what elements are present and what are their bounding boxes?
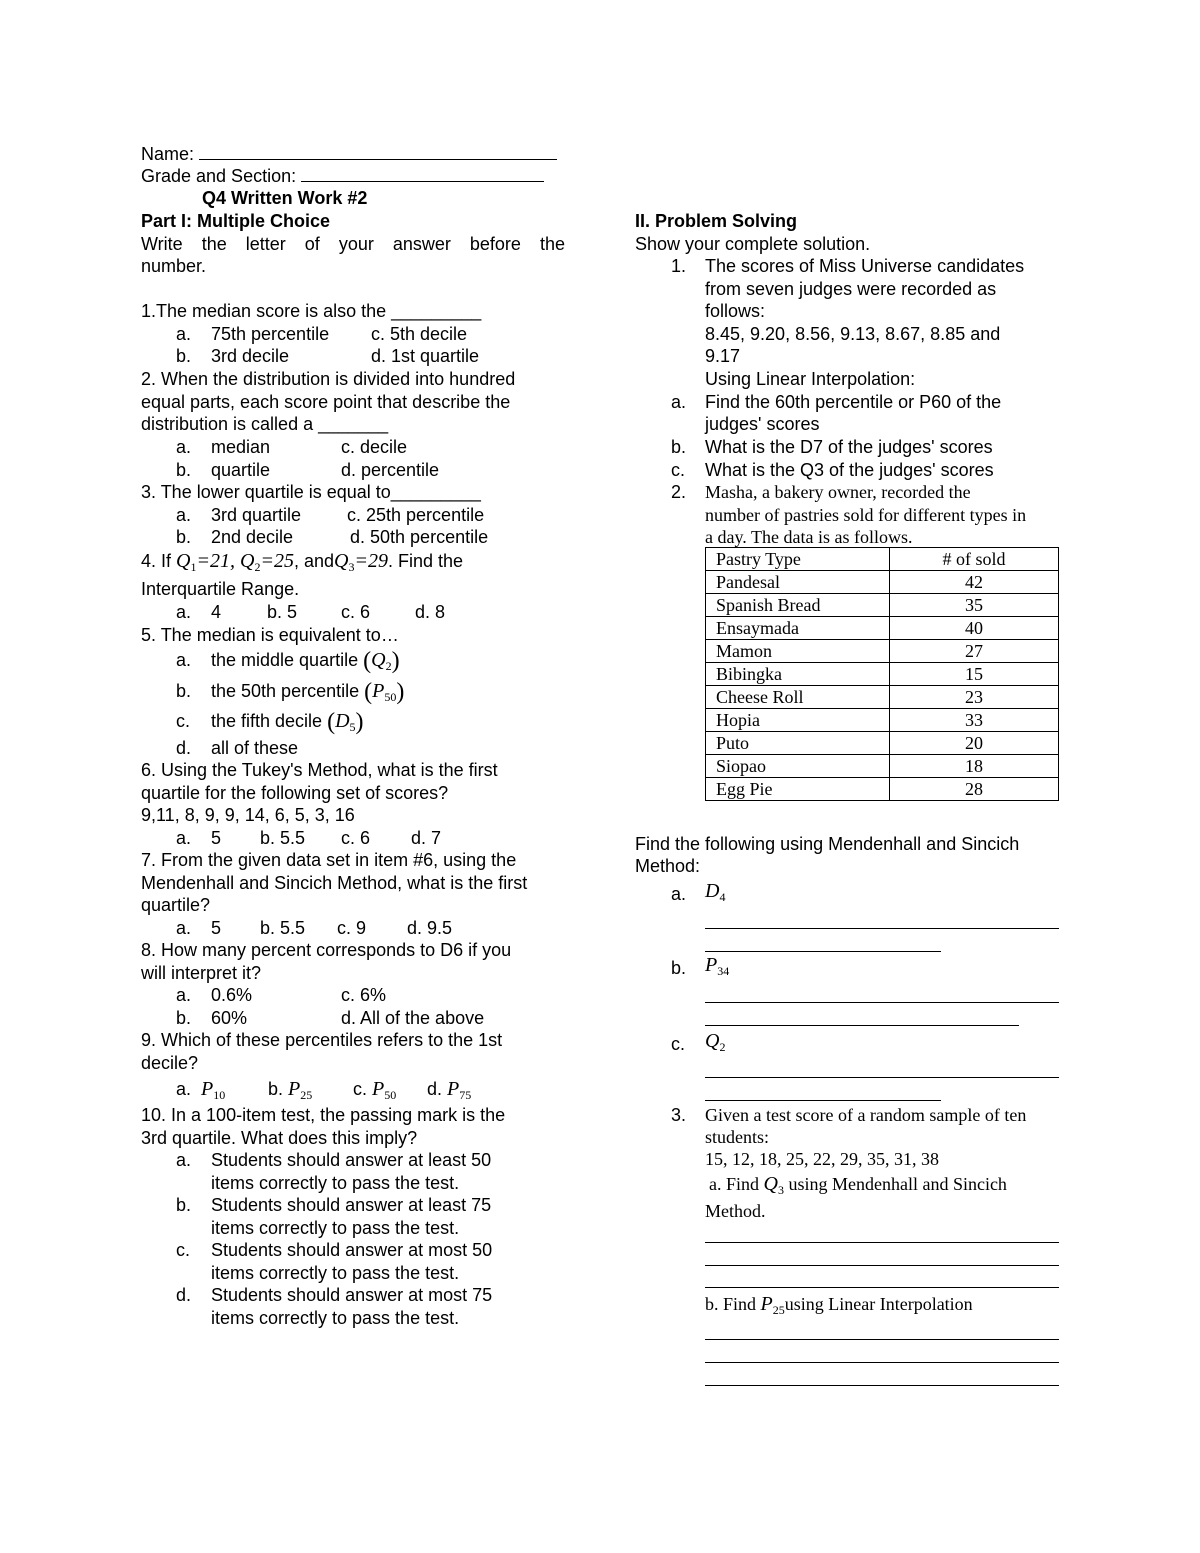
- q10-opt-b-1: Students should answer at least 75: [211, 1195, 492, 1215]
- p3-b-line: b. Find $P_{25}using$ Linear Interpolation: [705, 1293, 973, 1317]
- q3-opt-a: 3rd quartile: [211, 505, 302, 525]
- q2-opt-c: c. decile: [341, 437, 408, 457]
- q7-stem-3: quartile?: [141, 895, 211, 915]
- find-a-letter: a.: [671, 884, 687, 904]
- pastry-name: Egg Pie: [706, 778, 890, 801]
- q5-opt-c-text: the fifth decile: [211, 711, 323, 731]
- header-number-sold: # of sold: [890, 548, 1059, 571]
- table-row: [706, 617, 1059, 640]
- q2-stem-2: equal parts, each score point that describe the: [141, 392, 511, 412]
- p3-line-2: students:: [705, 1127, 770, 1147]
- part1-heading: Part I: Multiple Choice: [141, 211, 331, 231]
- part2-heading: II. Problem Solving: [635, 211, 798, 231]
- p3-scores: 15, 12, 18, 25, 22, 29, 35, 31, 38: [705, 1149, 939, 1169]
- part2-instructions: Show your complete solution.: [635, 234, 871, 254]
- q9-opt-b-letter: b.: [268, 1079, 284, 1099]
- q4-eq2: =25: [260, 550, 294, 572]
- find-c-letter: c.: [671, 1034, 686, 1054]
- answer-line[interactable]: [705, 1002, 1059, 1003]
- pastry-name: Bibingka: [706, 663, 890, 686]
- p2-line-3: a day. The data is as follows.: [705, 527, 913, 547]
- p1-b-1: What is the D7 of the judges' scores: [705, 437, 993, 457]
- q9-stem-2: decile?: [141, 1053, 199, 1073]
- q8-opt-a-letter: a.: [176, 985, 192, 1005]
- q4-and: , and: [293, 551, 334, 571]
- q10-opt-b-2: items correctly to pass the test.: [211, 1218, 460, 1238]
- q9-opt-d-letter: d.: [427, 1079, 443, 1099]
- p1-line-1: The scores of Miss Universe candidates: [705, 256, 1025, 276]
- q2-symbol-answer: $Q_2$: [705, 1030, 726, 1054]
- d4-symbol: $D_4$: [705, 880, 726, 904]
- table-header-row: [706, 548, 1059, 571]
- q9-opt-d: d. $P_{75}$: [427, 1078, 472, 1102]
- q5-stem: 5. The median is equivalent to…: [141, 625, 399, 645]
- pastry-sold: 28: [890, 778, 1059, 801]
- name-line: [141, 143, 557, 165]
- q8-stem-1: 8. How many percent corresponds to D6 if you: [141, 940, 512, 960]
- q5-opt-a-text: the middle quartile: [211, 650, 359, 670]
- q5-opt-c-letter: c.: [176, 711, 191, 731]
- name-blank[interactable]: [199, 143, 557, 160]
- q1-opt-d: d. 1st quartile: [371, 346, 480, 366]
- q9-opt-a-letter: a.: [176, 1079, 192, 1099]
- q10-opt-d-2: items correctly to pass the test.: [211, 1308, 460, 1328]
- pastry-sold: 20: [890, 732, 1059, 755]
- worksheet-title: Q4 Written Work #2: [202, 188, 368, 208]
- instr-word: the: [201, 234, 227, 254]
- p1-b-letter: b.: [671, 437, 687, 457]
- answer-line[interactable]: [705, 1287, 1059, 1288]
- instr-word: of: [304, 234, 320, 254]
- q2-opt-a-letter: a.: [176, 437, 192, 457]
- q6-opt-c: c. 6: [341, 828, 371, 848]
- q4-stem-1: [141, 550, 463, 578]
- q1-symbol: $Q_1$: [176, 550, 197, 574]
- part1-instructions-cont: number.: [141, 256, 207, 276]
- pastry-sold: 15: [890, 663, 1059, 686]
- q6-opt-a: 5: [211, 828, 222, 848]
- instr-word: the: [539, 234, 565, 254]
- p3-a-pre: a. Find: [709, 1174, 760, 1194]
- q4-eq1: =21,: [196, 550, 235, 572]
- p3-a-post: using Mendenhall and Sincich: [788, 1174, 1007, 1194]
- q2-stem-1: 2. When the distribution is divided into hundred: [141, 369, 516, 389]
- q2-opt-d: d. percentile: [341, 460, 440, 480]
- q8-opt-b: 60%: [211, 1008, 248, 1028]
- q3-opt-d: d. 50th percentile: [350, 527, 489, 547]
- q1-opt-a: 75th percentile: [211, 324, 330, 344]
- p1-a-letter: a.: [671, 392, 687, 412]
- grade-blank[interactable]: [301, 165, 544, 182]
- answer-line[interactable]: [705, 1362, 1059, 1363]
- table-row: [706, 686, 1059, 709]
- q3-opt-a-letter: a.: [176, 505, 192, 525]
- answer-line[interactable]: [705, 1025, 1019, 1026]
- pastry-sold: 35: [890, 594, 1059, 617]
- pastry-name: Ensaymada: [706, 617, 890, 640]
- p1-method: Using Linear Interpolation:: [705, 369, 916, 389]
- q4-eq3: =29: [354, 550, 388, 572]
- p1-scores: 8.45, 9.20, 8.56, 9.13, 8.67, 8.85 and: [705, 324, 1001, 344]
- p1-c-letter: c.: [671, 460, 686, 480]
- q6-stem-1: 6. Using the Tukey's Method, what is the first: [141, 760, 498, 780]
- p3-a-line-1: a. Find $Q_3$ using Mendenhall and Sincich: [709, 1173, 1007, 1197]
- q6-data: 9,11, 8, 9, 9, 14, 6, 5, 3, 16: [141, 805, 355, 825]
- q3-opt-c: c. 25th percentile: [347, 505, 485, 525]
- q10-opt-c-letter: c.: [176, 1240, 191, 1260]
- q2-stem-3: distribution is called a _______: [141, 414, 389, 434]
- q6-stem-2: quartile for the following set of scores?: [141, 783, 449, 803]
- q4-opt-d: d. 8: [415, 602, 446, 622]
- grade-label: Grade and Section:: [141, 166, 297, 186]
- q8-opt-b-letter: b.: [176, 1008, 192, 1028]
- instr-word: your: [338, 234, 374, 254]
- grade-line: [141, 165, 544, 187]
- table-row: [706, 778, 1059, 801]
- q7-opt-a: 5: [211, 918, 222, 938]
- pastry-name: Mamon: [706, 640, 890, 663]
- answer-line[interactable]: [705, 1100, 941, 1101]
- q8-opt-c: c. 6%: [341, 985, 387, 1005]
- q8-opt-a: 0.6%: [211, 985, 253, 1005]
- q1-opt-b-letter: b.: [176, 346, 192, 366]
- q4-pre: 4. If: [141, 551, 172, 571]
- q9-opt-c-letter: c.: [353, 1079, 368, 1099]
- name-label: Name:: [141, 144, 195, 164]
- pastry-name: Siopao: [706, 755, 890, 778]
- p1-line-2: from seven judges were recorded as: [705, 279, 997, 299]
- q10-stem-2: 3rd quartile. What does this imply?: [141, 1128, 418, 1148]
- q2-symbol: $Q_2$: [240, 550, 261, 574]
- q10-opt-d-1: Students should answer at most 75: [211, 1285, 493, 1305]
- q10-opt-a-letter: a.: [176, 1150, 192, 1170]
- q6-opt-a-letter: a.: [176, 828, 192, 848]
- instr-word: answer: [392, 234, 451, 254]
- answer-line[interactable]: [705, 1242, 1059, 1243]
- p1-scores-cont: 9.17: [705, 346, 741, 366]
- p3-a-line-2: Method.: [705, 1201, 766, 1221]
- table-row: [706, 755, 1059, 778]
- p34-symbol: $P_{34}$: [705, 954, 730, 978]
- p1-a-1: Find the 60th percentile or P60 of the: [705, 392, 1002, 412]
- q10-opt-b-letter: b.: [176, 1195, 192, 1215]
- q9-stem-1: 9. Which of these percentiles refers to the 1st: [141, 1030, 503, 1050]
- q7-stem-2: Mendenhall and Sincich Method, what is the first: [141, 873, 528, 893]
- q7-opt-c: c. 9: [337, 918, 367, 938]
- q4-stem-2: Interquartile Range.: [141, 579, 300, 599]
- q1-opt-c: c. 5th decile: [371, 324, 468, 344]
- pastry-sold: 33: [890, 709, 1059, 732]
- pastry-sold: 40: [890, 617, 1059, 640]
- q8-stem-2: will interpret it?: [141, 963, 262, 983]
- p2-number: 2.: [671, 482, 687, 502]
- pastry-sold: 27: [890, 640, 1059, 663]
- table-row: [706, 571, 1059, 594]
- pastry-name: Cheese Roll: [706, 686, 890, 709]
- q10-opt-c-2: items correctly to pass the test.: [211, 1263, 460, 1283]
- answer-line[interactable]: [705, 1339, 1059, 1340]
- table-row: [706, 663, 1059, 686]
- q4-opt-a: 4: [211, 602, 222, 622]
- p3-line-1: Given a test score of a random sample of ten: [705, 1105, 1027, 1125]
- p1-number: 1.: [671, 256, 687, 276]
- q1-stem: 1.The median score is also the _________: [141, 301, 482, 321]
- q5-opt-a-letter: a.: [176, 650, 192, 670]
- find-b-letter: b.: [671, 958, 687, 978]
- q6-opt-b: b. 5.5: [260, 828, 306, 848]
- answer-line[interactable]: [705, 1077, 1059, 1078]
- answer-line[interactable]: [705, 928, 1059, 929]
- pastry-name: Pandesal: [706, 571, 890, 594]
- p3-b-pre: b. Find: [705, 1294, 757, 1314]
- q10-opt-d-letter: d.: [176, 1285, 192, 1305]
- answer-line[interactable]: [705, 1385, 1059, 1386]
- q2-opt-b: quartile: [211, 460, 271, 480]
- instr-word: Write: [141, 234, 183, 254]
- q9-opt-c: c. $P_{50}$: [353, 1078, 397, 1102]
- q8-opt-d: d. All of the above: [341, 1008, 485, 1028]
- q6-opt-d: d. 7: [411, 828, 442, 848]
- header-pastry-type: Pastry Type: [706, 548, 890, 571]
- q7-opt-b: b. 5.5: [260, 918, 306, 938]
- q10-opt-a-2: items correctly to pass the test.: [211, 1173, 460, 1193]
- q2-opt-a: median: [211, 437, 271, 457]
- q10-stem-1: 10. In a 100-item test, the passing mark is the: [141, 1105, 506, 1125]
- pastry-table: [705, 547, 1059, 801]
- q5-opt-d-letter: d.: [176, 738, 192, 758]
- q10-opt-a-1: Students should answer at least 50: [211, 1150, 492, 1170]
- p1-line-3: follows:: [705, 301, 766, 321]
- q5-opt-d: all of these: [211, 738, 299, 758]
- p1-c-1: What is the Q3 of the judges' scores: [705, 460, 994, 480]
- find-line-2: Method:: [635, 856, 701, 876]
- pastry-sold: 42: [890, 571, 1059, 594]
- q10-opt-c-1: Students should answer at most 50: [211, 1240, 493, 1260]
- pastry-sold: 18: [890, 755, 1059, 778]
- instr-word: before: [469, 234, 521, 254]
- q5-opt-a: the middle quartile $(Q_2)$: [211, 648, 400, 674]
- p3-number: 3.: [671, 1105, 687, 1125]
- find-line-1: Find the following using Mendenhall and Sincich: [635, 834, 1020, 854]
- q7-stem-1: 7. From the given data set in item #6, using the: [141, 850, 517, 870]
- q4-post: . Find the: [387, 551, 463, 571]
- pastry-sold: 23: [890, 686, 1059, 709]
- answer-line[interactable]: [705, 951, 941, 952]
- q3-opt-b-letter: b.: [176, 527, 192, 547]
- pastry-name: Hopia: [706, 709, 890, 732]
- part1-instructions: [141, 233, 565, 255]
- q5-opt-b-text: the 50th percentile: [211, 681, 360, 701]
- table-row: [706, 732, 1059, 755]
- instr-word: letter: [245, 234, 286, 254]
- q1-opt-b: 3rd decile: [211, 346, 290, 366]
- q3-opt-b: 2nd decile: [211, 527, 294, 547]
- p2-line-2: number of pastries sold for different types in: [705, 505, 1027, 525]
- table-row: [706, 594, 1059, 617]
- q5-opt-b: the 50th percentile $(P_{50})$: [211, 679, 405, 705]
- q5-opt-b-letter: b.: [176, 681, 192, 701]
- q3-symbol: $Q_3$: [334, 550, 355, 574]
- q9-opt-b: b. $P_{25}$: [268, 1078, 313, 1102]
- table-row: [706, 640, 1059, 663]
- q3-stem: 3. The lower quartile is equal to_________: [141, 482, 481, 502]
- answer-line[interactable]: [705, 1265, 1059, 1266]
- q4-opt-b: b. 5: [267, 602, 298, 622]
- p1-a-2: judges' scores: [705, 414, 820, 434]
- q4-opt-c: c. 6: [341, 602, 371, 622]
- q1-opt-a-letter: a.: [176, 324, 192, 344]
- q4-opt-a-letter: a.: [176, 602, 192, 622]
- q5-opt-c: the fifth decile $(D_5)$: [211, 709, 364, 735]
- q7-opt-d: d. 9.5: [407, 918, 453, 938]
- q2-opt-b-letter: b.: [176, 460, 192, 480]
- table-row: [706, 709, 1059, 732]
- pastry-name: Spanish Bread: [706, 594, 890, 617]
- p2-line-1: Masha, a bakery owner, recorded the: [705, 482, 971, 502]
- pastry-name: Puto: [706, 732, 890, 755]
- p3-b-post: using Linear Interpolation: [784, 1294, 973, 1314]
- q7-opt-a-letter: a.: [176, 918, 192, 938]
- q9-opt-a: a. $P_{10}$: [176, 1078, 226, 1102]
